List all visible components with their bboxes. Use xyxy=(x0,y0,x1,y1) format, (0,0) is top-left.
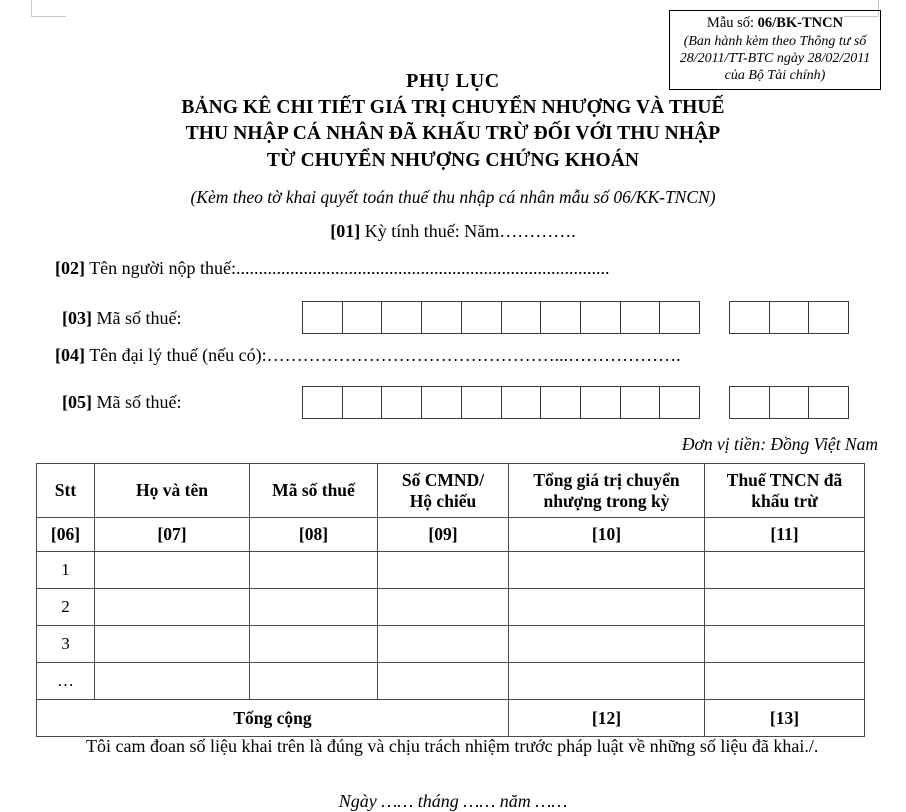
tax-code-box[interactable] xyxy=(461,386,502,419)
table-row xyxy=(37,552,865,589)
tax-code-box[interactable] xyxy=(580,301,621,334)
subtitle-line-1: BẢNG KÊ CHI TIẾT GIÁ TRỊ CHUYỂN NHƯỢNG VÀ THUẾ xyxy=(181,96,725,118)
column-header-transfer-value-line2: nhượng trong kỳ xyxy=(543,490,670,511)
tax-code-box[interactable] xyxy=(381,301,422,334)
tax-code-box[interactable] xyxy=(769,386,810,419)
field-code-03: [03] xyxy=(62,308,92,328)
signature-date-line: Ngày …… tháng …… năm …… xyxy=(338,791,568,811)
tax-code-box[interactable] xyxy=(659,386,700,419)
form-issuance-note: (Ban hành kèm theo Thông tư số 28/2011/TT-BTC ngày 28/02/2011 của Bộ Tài chính) xyxy=(679,33,871,84)
total-tax-withheld-code: [13] xyxy=(705,700,865,737)
column-header-tax-withheld xyxy=(705,464,865,518)
tax-period-label: Kỳ tính thuế: Năm…………. xyxy=(364,221,576,242)
table-row xyxy=(37,663,865,700)
table-total-row xyxy=(37,700,865,737)
tax-code-box[interactable] xyxy=(342,301,383,334)
field-taxpayer-name xyxy=(55,258,609,279)
field-tax-agent-name xyxy=(55,345,681,366)
tax-code-box[interactable] xyxy=(540,386,581,419)
tax-code-box-gap xyxy=(699,386,729,419)
subtitle-line-2: THU NHẬP CÁ NHÂN ĐÃ KHẤU TRỪ ĐỐI VỚI THU NHẬP xyxy=(185,123,721,145)
tax-code-box[interactable] xyxy=(769,301,810,334)
tax-code-box[interactable] xyxy=(501,301,542,334)
column-header-tax-code: Mã số thuế xyxy=(250,464,378,518)
cell-stt: 2 xyxy=(37,589,95,626)
cell-id-number[interactable] xyxy=(378,552,509,589)
attachment-note: (Kèm theo tờ khai quyết toán thuế thu nhập cá nhân mẫu số 06/KK-TNCN) xyxy=(190,187,716,208)
securities-transfer-table xyxy=(36,463,865,737)
tax-code-box[interactable] xyxy=(421,301,462,334)
tax-code-box[interactable] xyxy=(808,301,849,334)
page-title: PHỤ LỤC xyxy=(406,70,500,92)
tax-code-box[interactable] xyxy=(302,301,343,334)
cell-transfer-value[interactable] xyxy=(509,626,705,663)
cell-tax-withheld[interactable] xyxy=(705,552,865,589)
table-header-row xyxy=(37,464,865,518)
tax-code-box[interactable] xyxy=(808,386,849,419)
field-code-02: [02] xyxy=(55,258,85,278)
cell-tax-code[interactable] xyxy=(250,589,378,626)
code-cell-06: [06] xyxy=(37,518,95,552)
total-transfer-value-code: [12] xyxy=(509,700,705,737)
page-margin-mark-top-left xyxy=(31,0,66,17)
taxpayer-tax-code-boxes[interactable] xyxy=(302,301,848,334)
cell-transfer-value[interactable] xyxy=(509,589,705,626)
subtitle-line-3: TỪ CHUYỂN NHƯỢNG CHỨNG KHOÁN xyxy=(266,149,640,171)
column-header-stt: Stt xyxy=(37,464,95,518)
column-header-id-number-line2: Hộ chiếu xyxy=(409,490,477,511)
cell-tax-code[interactable] xyxy=(250,552,378,589)
column-header-transfer-value-line1: Tổng giá trị chuyển xyxy=(533,469,680,490)
taxpayer-name-input[interactable]: ................................................................................... xyxy=(235,258,610,278)
tax-code-box[interactable] xyxy=(461,301,502,334)
cell-tax-code[interactable] xyxy=(250,626,378,663)
code-cell-09: [09] xyxy=(378,518,509,552)
column-header-full-name: Họ và tên xyxy=(95,464,250,518)
field-code-05: [05] xyxy=(62,392,92,412)
total-label: Tổng cộng xyxy=(37,700,509,737)
column-header-tax-withheld-line1: Thuế TNCN đã xyxy=(726,469,843,490)
cell-transfer-value[interactable] xyxy=(509,552,705,589)
cell-tax-withheld[interactable] xyxy=(705,589,865,626)
table-code-row xyxy=(37,518,865,552)
cell-transfer-value[interactable] xyxy=(509,663,705,700)
cell-full-name[interactable] xyxy=(95,589,250,626)
field-label-taxpayer-name: Tên người nộp thuế: xyxy=(89,258,236,278)
tax-code-box[interactable] xyxy=(501,386,542,419)
tax-code-box[interactable] xyxy=(580,386,621,419)
cell-id-number[interactable] xyxy=(378,626,509,663)
column-header-id-number xyxy=(378,464,509,518)
cell-tax-code[interactable] xyxy=(250,663,378,700)
field-code-01: [01] xyxy=(330,221,361,242)
tax-code-box[interactable] xyxy=(421,386,462,419)
table-row xyxy=(37,589,865,626)
column-header-tax-withheld-line2: khấu trừ xyxy=(751,490,818,511)
tax-code-box[interactable] xyxy=(659,301,700,334)
column-header-id-number-line1: Số CMND/ xyxy=(401,469,485,490)
form-id-value: 06/BK-TNCN xyxy=(757,15,844,31)
cell-stt: 1 xyxy=(37,552,95,589)
code-cell-11: [11] xyxy=(705,518,865,552)
cell-full-name[interactable] xyxy=(95,663,250,700)
declaration-text: Tôi cam đoan số liệu khai trên là đúng và chịu trách nhiệm trước pháp luật về những số liệu đã khai./. xyxy=(86,736,819,756)
field-tax-agent-tax-code xyxy=(62,392,182,413)
currency-unit-note: Đơn vị tiền: Đồng Việt Nam xyxy=(681,434,878,454)
field-label-tax-agent-tax-code: Mã số thuế: xyxy=(96,392,182,412)
tax-code-box[interactable] xyxy=(540,301,581,334)
cell-tax-withheld[interactable] xyxy=(705,663,865,700)
form-id-line xyxy=(676,15,874,33)
cell-full-name[interactable] xyxy=(95,552,250,589)
tax-code-box[interactable] xyxy=(729,301,770,334)
cell-stt: … xyxy=(37,663,95,700)
code-cell-10: [10] xyxy=(509,518,705,552)
cell-stt: 3 xyxy=(37,626,95,663)
tax-period-line xyxy=(0,221,906,242)
tax-agent-name-input[interactable]: …………………………………………...………………. xyxy=(266,345,681,365)
tax-code-box[interactable] xyxy=(729,386,770,419)
tax-agent-tax-code-boxes[interactable] xyxy=(302,386,848,419)
tax-code-box-gap xyxy=(699,301,729,334)
form-id-label: Mẫu số: xyxy=(706,15,755,31)
tax-code-box[interactable] xyxy=(381,386,422,419)
field-label-taxpayer-tax-code: Mã số thuế: xyxy=(96,308,182,328)
cell-full-name[interactable] xyxy=(95,626,250,663)
table-row xyxy=(37,626,865,663)
tax-code-box[interactable] xyxy=(302,386,343,419)
code-cell-07: [07] xyxy=(95,518,250,552)
cell-id-number[interactable] xyxy=(378,589,509,626)
cell-tax-withheld[interactable] xyxy=(705,626,865,663)
field-label-tax-agent-name: Tên đại lý thuế (nếu có): xyxy=(89,345,267,365)
title-block xyxy=(0,68,906,242)
tax-code-box[interactable] xyxy=(620,301,661,334)
field-taxpayer-tax-code xyxy=(62,308,182,329)
code-cell-08: [08] xyxy=(250,518,378,552)
tax-code-box[interactable] xyxy=(620,386,661,419)
column-header-transfer-value xyxy=(509,464,705,518)
field-code-04: [04] xyxy=(55,345,85,365)
cell-id-number[interactable] xyxy=(378,663,509,700)
tax-code-box[interactable] xyxy=(342,386,383,419)
